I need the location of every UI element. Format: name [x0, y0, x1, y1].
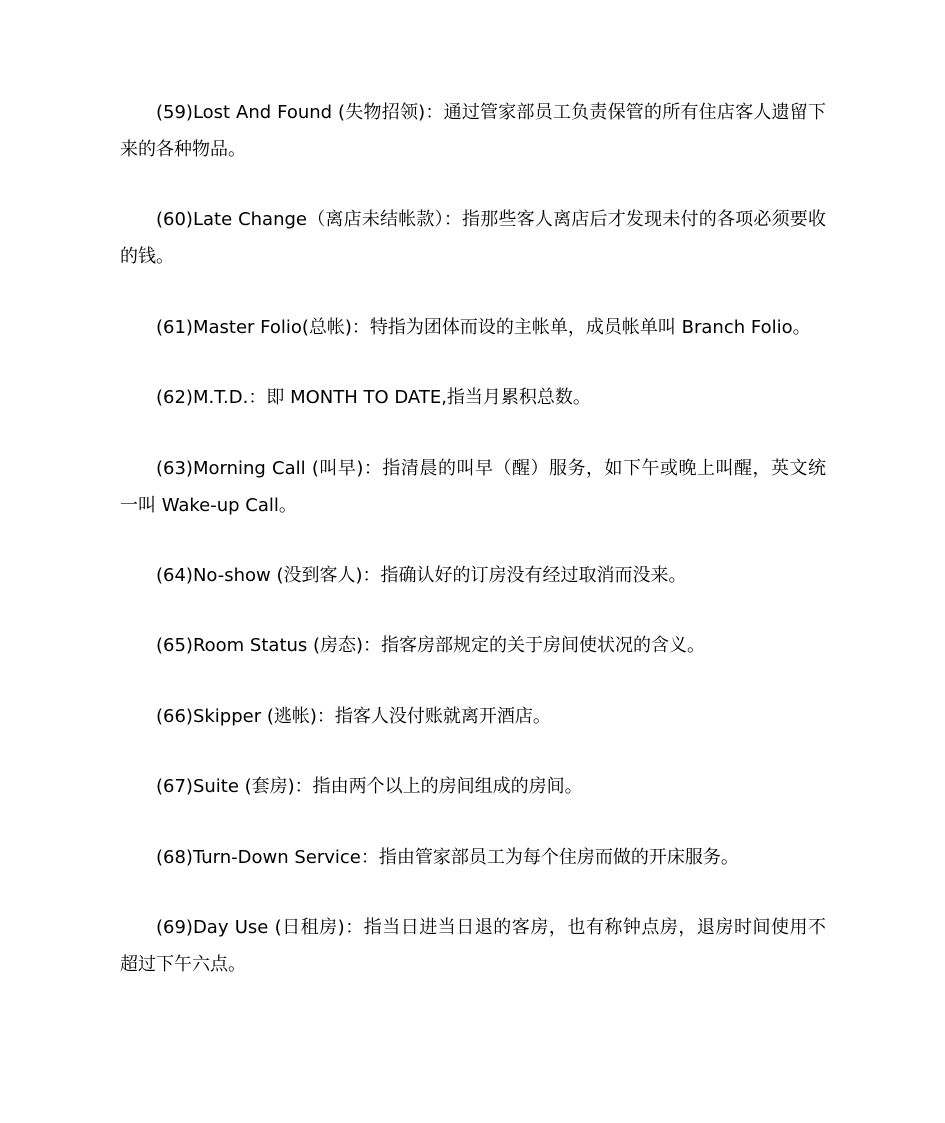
entry-65-room-status: (65)Room Status (房态)：指客房部规定的关于房间使状况的含义。 — [156, 635, 706, 656]
entry-64-no-show: (64)No-show (没到客人)：指确认好的订房没有经过取消而没来。 — [156, 565, 687, 586]
entry-62-mtd: (62)M.T.D.：即 MONTH TO DATE,指当月累积总数。 — [156, 387, 591, 408]
entry-61-master-folio: (61)Master Folio(总帐)：特指为团体而设的主帐单，成员帐单叫 Branch Folio。 — [156, 317, 811, 338]
entry-60-late-change: (60)Late Change（离店未结帐款）：指那些客人离店后才发现未付的各项必须要收的钱。 — [120, 209, 826, 267]
entry-63-morning-call: (63)Morning Call (叫早)：指清晨的叫早（醒）服务，如下午或晚上叫醒，英文统一叫 Wake-up Call。 — [120, 458, 826, 516]
entry-69-day-use: (69)Day Use (日租房)：指当日进当日退的客房，也有称钟点房，退房时间使用不超过下午六点。 — [120, 917, 826, 975]
entry-67-suite: (67)Suite (套房)：指由两个以上的房间组成的房间。 — [156, 776, 583, 797]
entry-66-skipper: (66)Skipper (逃帐)：指客人没付账就离开酒店。 — [156, 706, 551, 727]
entry-59-lost-and-found: (59)Lost And Found (失物招领)：通过管家部员工负责保管的所有住店客人遗留下来的各种物品。 — [120, 102, 826, 160]
entry-68-turn-down-service: (68)Turn-Down Service：指由管家部员工为每个住房而做的开床服务。 — [156, 847, 739, 868]
